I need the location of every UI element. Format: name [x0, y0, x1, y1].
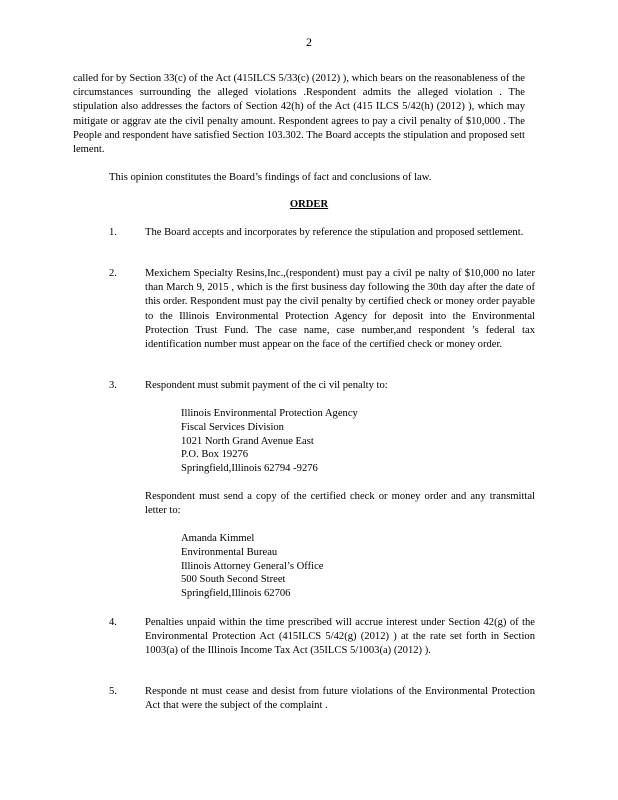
- order-item-2-number: 2.: [109, 268, 117, 279]
- order-item-1-text: The Board accepts and incorporates by reference the stipulation and proposed settlement.: [145, 227, 524, 238]
- order-item-3-text: Respondent must submit payment of the ci vil penalty to:: [145, 380, 388, 391]
- order-item-5-text: Responde nt must cease and desist from future violations of the Environmental Protection Act that were the subject of the complaint .: [145, 686, 535, 712]
- intro-paragraph: called for by Section 33(c) of the Act (415ILCS 5/33(c) (2012) ), which bears on the reasonableness of the circumstances surrounding the alleged violations .Respondent admits the alleged violation . The stipulation also addresses the factors of Section 42(h) of the Act (415 ILCS 5/42(h) (2012) ), which may mitigate or aggrav ate the civil penalty amount. Respondent agrees to pay a civil penalty of $10,000 . The People and respondent have satisfied Section 103.302. The Board accepts the stipulation and proposed sett lement.: [73, 73, 525, 156]
- order-item-3-second-text: Respondent must send a copy of the certified check or money order and any transmittal letter to:: [145, 491, 535, 517]
- payment-address: [181, 407, 358, 476]
- address-line: Environmental Bureau: [181, 546, 278, 558]
- address-line: Springfield,Illinois 62794 -9276: [181, 463, 318, 475]
- address-line: 500 South Second Street: [181, 574, 286, 586]
- address-line: Amanda Kimmel: [181, 533, 255, 544]
- address-line: 1021 North Grand Avenue East: [181, 435, 314, 447]
- order-item-4-number: 4.: [109, 617, 117, 628]
- order-item-2-text: Mexichem Specialty Resins,Inc.,(respondent) must pay a civil pe nalty of $10,000 no later than March 9, 2015 , which is the first business day following the 30th day after the date of this order. Respondent must pay the civil penalty by certified check or money order payable to the Illinois Environmental Protection Agency for deposit into the Environmental Protection Trust Fund. The case name, case number,and respondent ’s federal tax identification number must appear on the face of the certified check or money order.: [145, 268, 535, 351]
- address-line: Fiscal Services Division: [181, 421, 284, 433]
- address-line: Springfield,Illinois 62706: [181, 588, 291, 600]
- order-item-1-number: 1.: [109, 227, 117, 238]
- order-heading: ORDER: [289, 199, 329, 210]
- address-line: Illinois Environmental Protection Agency: [181, 408, 358, 419]
- page-number: 2: [306, 35, 312, 49]
- opinion-statement: This opinion constitutes the Board’s findings of fact and conclusions of law.: [109, 172, 432, 183]
- order-item-3-number: 3.: [109, 380, 117, 391]
- order-item-5-number: 5.: [109, 686, 117, 697]
- copy-recipient-address: [181, 532, 324, 601]
- order-item-4-text: Penalties unpaid within the time prescribed will accrue interest under Section 42(g) of the Environmental Protection Act (415ILCS 5/42(g) (2012) ) at the rate set forth in Section 1003(a) of the Illinois Income Tax Act (35ILCS 5/1003(a) (2012) ).: [145, 617, 535, 657]
- address-line: P.O. Box 19276: [181, 449, 249, 461]
- address-line: Illinois Attorney General’s Office: [181, 560, 324, 572]
